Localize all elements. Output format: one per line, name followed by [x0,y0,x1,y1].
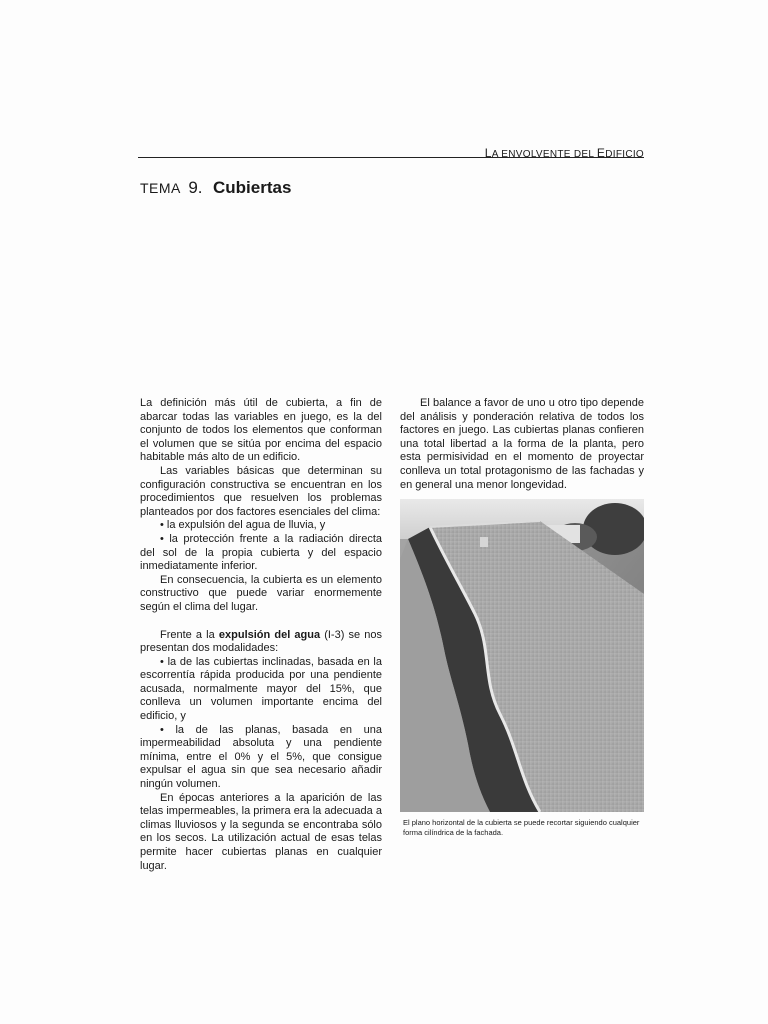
chapter-prefix: TEMA [140,180,181,196]
paragraph: Las variables básicas que determinan su configuración constructiva se encuentran en los procedimientos que resuelven los problemas planteados por dos factores esenciales del clima: [140,464,382,518]
chapter-title: Cubiertas [212,178,292,197]
paragraph: El balance a favor de uno u otro tipo depende del análisis y ponderación relativa de todos los factores en juego. Las cubiertas planas confieren una total libertad a la forma de la planta, pero esta permisividad en el momento de proyectar conlleva un total protagonismo de las fachadas y en general una menor longevidad. [400,397,644,491]
paragraph [140,629,382,656]
bullet-item: • la de las cubiertas inclinadas, basada en la escorrentía rápida producida por una pendiente acusada, normalmente mayor del 15%, que conlleva un volumen importante encima del edificio, y [140,655,382,723]
roof-photo-illustration [400,499,644,812]
paragraph: En épocas anteriores a la aparición de las telas impermeables, la primera era la adecuada a climas lluviosos y la segunda se encontraba sólo en los secos. La utilización actual de esas telas permite hacer cubiertas planas en cualquier lugar. [140,791,382,872]
running-head-text: A ENVOLVENTE DEL [491,149,597,160]
photo-caption: El plano horizontal de la cubierta se puede recortar siguiendo cualquier forma cilíndrica de la fachada. [403,818,640,837]
bullet-item: • la protección frente a la radiación directa del sol de la propia cubierta y del espacio inmediatamente inferior. [140,532,382,573]
left-column [140,397,382,873]
running-head-text: DIFICIO [605,149,644,160]
running-head-cap: E [596,146,606,160]
bullet-item: • la de las planas, basada en una impermeabilidad absoluta y una pendiente mínima, entre el 0% y el 5%, que consigue expulsar el agua sin que sea necesario añadir ningún volumen. [140,723,382,791]
right-column [400,397,644,492]
paragraph: La definición más útil de cubierta, a fin de abarcar todas las variables en juego, es la del conjunto de todos los elementos que conforman el volumen que se sitúa por encima del espacio habitable más alto de un edificio. [140,397,382,464]
bullet-item: • la expulsión del agua de lluvia, y [160,519,326,532]
paragraph-bold-text: expulsión del agua [218,628,321,641]
paragraph-text: (I-3) se nos presentan dos modalidades: [140,628,383,655]
chapter-heading [140,178,291,198]
paragraph: En consecuencia, la cubierta es un elemento constructivo que puede variar enormemente según el clima del lugar. [140,573,382,613]
roof-photo [400,499,644,812]
running-head [485,146,644,160]
running-head-cap: L [484,146,492,160]
paragraph-text: Frente a la [160,628,219,641]
chapter-number: 9. [188,178,203,197]
